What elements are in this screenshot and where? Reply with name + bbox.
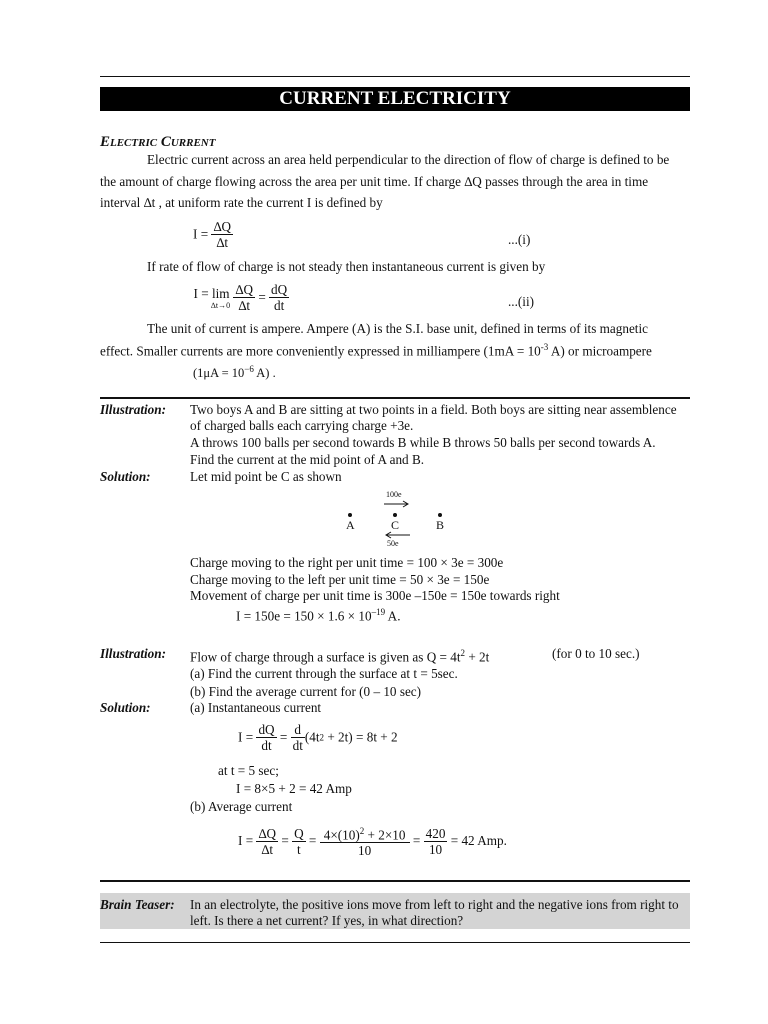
paragraph-3-line-3 <box>193 361 276 382</box>
equation-1-fraction <box>211 219 233 250</box>
equation-a-numerator-2: d <box>291 722 305 738</box>
equation-a-fraction-2 <box>291 722 305 753</box>
equation-2-fraction-1 <box>233 282 255 313</box>
calc-line-4-exponent: –19 <box>371 607 386 617</box>
equation-2-denominator-2: dt <box>273 298 285 313</box>
top-rule <box>100 76 690 77</box>
calc-line-3: Movement of charge per unit time is 300e –150e = 150e towards right <box>190 588 560 603</box>
paragraph-2: If rate of flow of charge is not steady then instantaneous current is given by <box>147 259 546 274</box>
microampere-end: A) . <box>253 366 276 381</box>
illustration-1-line-2: of charged balls each carrying charge +3e. <box>190 418 414 433</box>
question-b: (b) Find the average current for (0 – 10 sec) <box>190 684 422 699</box>
equation-2-equals: = <box>258 289 266 305</box>
equation-b-denominator-3: 10 <box>358 843 372 859</box>
equation-1-numerator: ∆Q <box>213 219 232 234</box>
equation-b-denominator-4: 10 <box>428 841 443 857</box>
equation-a-rest-2: + 2t) = 8t + 2 <box>324 729 398 745</box>
illustration-2-line-1 <box>190 645 489 665</box>
point-a-label: A <box>346 518 355 532</box>
point-c-dot <box>393 513 397 517</box>
equation-b-numerator-3-exponent: 2 <box>359 826 365 836</box>
charge-diagram <box>330 488 460 550</box>
section-heading: Electric Current <box>100 134 216 150</box>
equation-b-numerator-2: Q <box>294 825 304 841</box>
equation-a-fraction-1 <box>256 722 276 753</box>
point-b-dot <box>438 513 442 517</box>
microampere-exponent: −6 <box>244 364 254 374</box>
equation-a-denominator-1: dt <box>261 738 272 753</box>
equation-2-fraction-2 <box>269 282 289 313</box>
equation-b-numerator-3-b: + 2×10 <box>364 827 406 843</box>
brain-teaser-line-1: In an electrolyte, the positive ions move from left to right and the negative ions from right to <box>190 897 679 912</box>
equation-a-denominator-2: dt <box>292 738 303 753</box>
point-b-label: B <box>436 518 445 532</box>
paragraph-3-line-2-text: effect. Smaller currents are more conveniently expressed in milliampere (1mA = 10 <box>100 343 541 359</box>
equation-b-fraction-1 <box>256 826 278 857</box>
equation-2 <box>193 282 289 313</box>
calc-line-4-text: I = 150e = 150 × 1.6 × 10 <box>236 608 372 624</box>
equation-b-fraction-4 <box>424 826 448 857</box>
equation-b-numerator-4: 420 <box>425 825 446 841</box>
equation-b-result: = 42 Amp. <box>450 833 507 849</box>
paragraph-3-line-2 <box>100 339 652 359</box>
equation-1-lhs: I = <box>193 226 209 242</box>
solution-1-label: Solution: <box>100 469 151 484</box>
illustration-2-line-1-text: Flow of charge through a surface is given as Q = 4t <box>190 649 461 665</box>
microampere-text: (1μA = 10 <box>193 366 245 381</box>
solution-2-label: Solution: <box>100 700 151 715</box>
solution-2-b: (b) Average current <box>190 799 293 814</box>
equation-1-denominator: ∆t <box>216 235 229 250</box>
bottom-rule <box>100 942 690 943</box>
paragraph-1-line-2: the amount of charge flowing across the area per unit time. If charge ∆Q passes through the area in time <box>100 174 649 189</box>
equation-b-numerator-3-a: 4×(10) <box>323 827 360 843</box>
paragraph-3-line-2-end: A) or microampere <box>548 343 652 359</box>
solution-1-line-1: Let mid point be C as shown <box>190 469 342 484</box>
equation-a-exponent: 2 <box>319 732 325 743</box>
arrow-label-left: 50e <box>387 539 399 548</box>
equation-b-equals-2: = <box>308 833 317 849</box>
page-title-bar <box>100 87 690 111</box>
equation-2-numerator-1: ∆Q <box>235 282 254 297</box>
calc-line-1: Charge moving to the right per unit time = 100 × 3e = 300e <box>190 555 504 570</box>
page-title: CURRENT ELECTRICITY <box>279 88 511 109</box>
equation-b-denominator-2: t <box>296 841 301 857</box>
equation-b-equals-1: = <box>281 833 289 849</box>
calc-line-4-end: A. <box>385 608 401 624</box>
equation-b-fraction-2 <box>292 826 306 857</box>
paragraph-1-line-3: interval ∆t , at uniform rate the current I is defined by <box>100 195 383 210</box>
right-arrow-icon <box>384 500 410 508</box>
illustration-2-exponent: 2 <box>460 648 466 658</box>
question-a: (a) Find the current through the surface at t = 5sec. <box>190 666 458 681</box>
illustration-1-label: Illustration: <box>100 402 166 417</box>
current-value-line: I = 8×5 + 2 = 42 Amp <box>236 781 352 796</box>
illustration-1-line-4: Find the current at the mid point of A and B. <box>190 452 425 467</box>
paragraph-3-line-1: The unit of current is ampere. Ampere (A) is the S.I. base unit, defined in terms of its magnetic <box>147 321 648 336</box>
equation-2-numerator-2: dQ <box>271 282 288 297</box>
illustration-1-line-1: Two boys A and B are sitting at two points in a field. Both boys are sitting near assemblence <box>190 402 677 417</box>
brain-teaser-line-2: left. Is there a net current? If yes, in what direction? <box>190 913 464 928</box>
equation-2-limit-subscript: ∆t→0 <box>211 300 231 310</box>
equation-a-numerator-1: dQ <box>258 722 275 737</box>
brain-teaser-rule-top <box>100 880 690 882</box>
calc-line-4 <box>236 604 401 624</box>
brain-teaser-label: Brain Teaser: <box>100 897 175 912</box>
illustration-2-label: Illustration: <box>100 646 166 661</box>
point-c-label: C <box>391 518 400 532</box>
illustration-2-range: (for 0 to 10 sec.) <box>552 646 640 661</box>
equation-1-tag: ...(i) <box>508 232 531 247</box>
illustration-2-line-1-end: + 2t <box>465 649 490 665</box>
left-arrow-icon <box>384 531 410 539</box>
brain-teaser-box <box>100 893 690 929</box>
equation-b-fraction-3 <box>320 824 410 858</box>
arrow-label-right: 100e <box>386 490 402 499</box>
calc-line-2: Charge moving to the left per unit time = 50 × 3e = 150e <box>190 572 490 587</box>
illustration-1-line-3: A throws 100 balls per second towards B while B throws 50 balls per second towards A. <box>190 435 656 450</box>
equation-b-denominator-1: ∆t <box>261 841 274 857</box>
equation-a-rest-1: (4t <box>304 729 320 745</box>
equation-2-denominator-1: ∆t <box>238 298 251 313</box>
equation-1 <box>193 219 233 250</box>
equation-b-numerator-3 <box>320 824 410 843</box>
equation-b-equals-3: = <box>412 833 421 849</box>
equation-2-lim: I = lim <box>193 285 230 301</box>
equation-a-lhs: I = <box>238 729 254 745</box>
equation-b <box>238 824 507 858</box>
paragraph-1-line-1: Electric current across an area held perpendicular to the direction of flow of charge is defined to be <box>147 152 670 167</box>
paragraph-3-exponent: -3 <box>540 342 549 352</box>
equation-2-tag: ...(ii) <box>508 294 535 309</box>
equation-a <box>238 722 398 753</box>
equation-b-numerator-1: ∆Q <box>258 825 277 841</box>
at-t-line: at t = 5 sec; <box>218 763 279 778</box>
illustration-1-rule-top <box>100 397 690 399</box>
equation-b-lhs: I = <box>238 833 254 849</box>
equation-a-equals: = <box>279 729 288 745</box>
solution-2-a: (a) Instantaneous current <box>190 700 322 715</box>
point-a-dot <box>348 513 352 517</box>
